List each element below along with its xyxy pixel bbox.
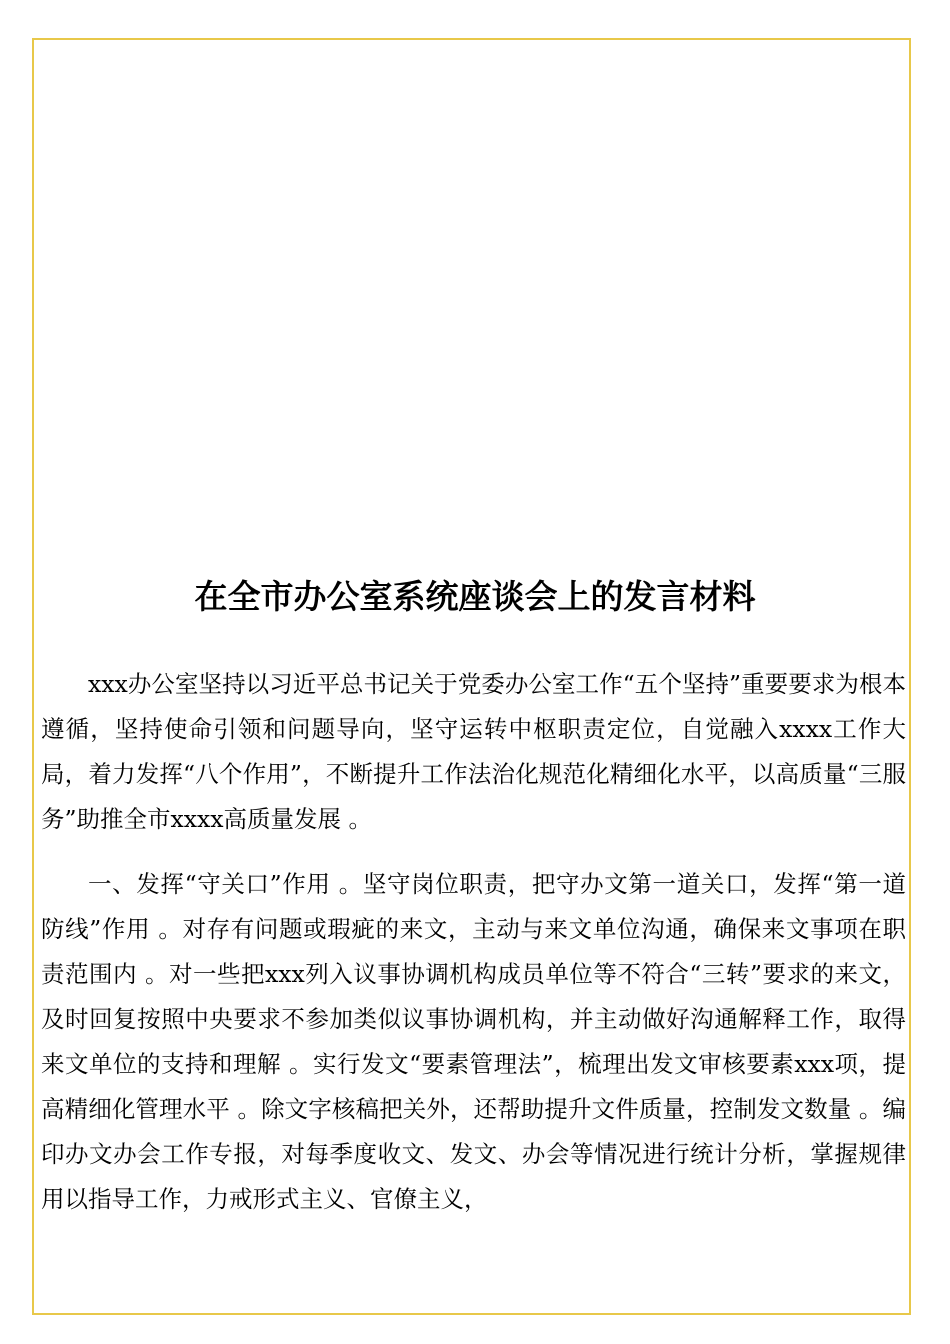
paragraph-intro: xxx办公室坚持以习近平总书记关于党委办公室工作“五个坚持”重要要求为根本遵循，坚持使命引领和问题导向，坚守运转中枢职责定位，自觉融入xxxx工作大局，着力发挥“八个作用”，不断提升工作法治化规范化精细化水平，以高质量“三服务”助推全市xxxx高质量发展 。 [41, 670, 906, 833]
document-title: 在全市办公室系统座谈会上的发言材料 [194, 577, 756, 616]
paragraph-section-one: 一、发挥“守关口”作用 。坚守岗位职责，把守办文第一道关口，发挥“第一道防线”作用 。对存有问题或瑕疵的来文，主动与来文单位沟通，确保来文事项在职责范围内 。对一些把xxx列入议事协调机构成员单位等不符合“三转”要求的来文，及时回复按照中央要求不参加类似议事协调机构，并主动做好沟通解释工作，取得来文单位的支持和理解 。实行发文“要素管理法”，梳理出发文审核要素xxx项，提高精细化管理水平 。除文字核稿把关外，还帮助提升文件质量，控制发文数量 。编印办文办会工作专报，对每季度收文、发文、办会等情况进行统计分析，掌握规律用以指导工作，力戒形式主义、官僚主义， [41, 870, 906, 1213]
document-body [41, 662, 906, 1242]
